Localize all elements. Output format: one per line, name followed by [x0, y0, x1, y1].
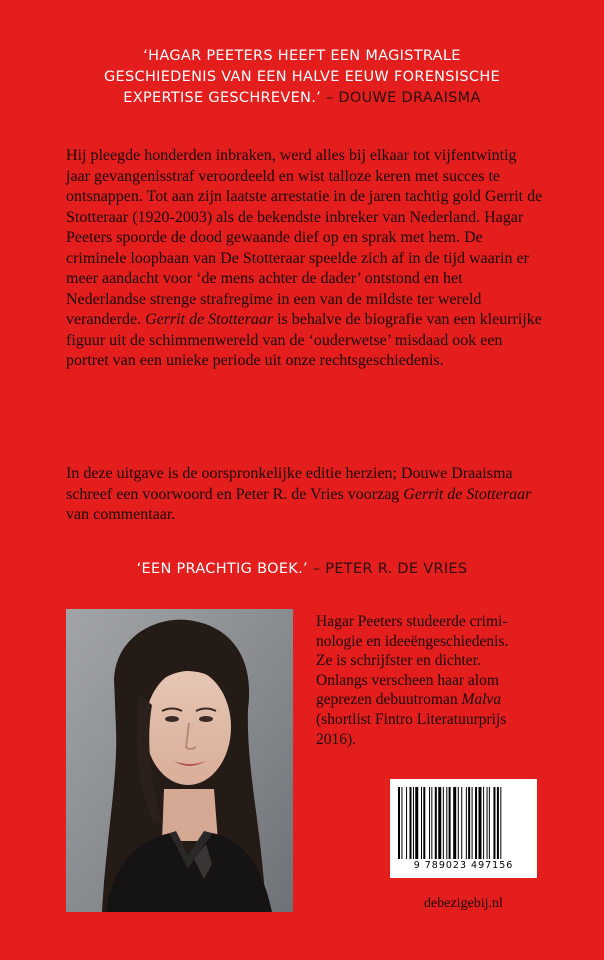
- top-quote-line-1: ‘HAGAR PEETERS HEEFT EEN MAGISTRALE: [143, 48, 461, 64]
- barcode-bar: [493, 787, 495, 859]
- top-quote-line-3: EXPERTISE GESCHREVEN.’: [123, 90, 322, 106]
- isbn-digits: 9 789023 497156: [413, 860, 514, 871]
- mid-quote: [0, 561, 604, 577]
- barcode-bar: [472, 787, 473, 859]
- author-photo: [66, 609, 293, 912]
- barcode-bar: [489, 787, 490, 859]
- blurb-p1-text-b: is behalve de biografie van een kleurrijke figuur uit de schimmenwereld van de ‘ouderwetse’ misdaad ook een portret van een unieke periode uit onze rechtsgeschiedenis.: [66, 311, 542, 369]
- mid-quote-text: ‘EEN PRACHTIG BOEK.’: [136, 561, 308, 577]
- bio-line-5: geprezen debuutroman: [316, 691, 458, 709]
- blurb-p2-text-b: van commentaar.: [66, 506, 176, 523]
- blurb-p1-text-a: Hij pleegde honderden inbraken, werd alles bij elkaar tot vijfentwintig jaar gevangenisstraf veroordeeld en wist talloze keren met succes te ontsnappen. Tot aan zijn laatste arrestatie in de jaren tachtig gold Gerrit de Stotteraar (1920-2003) als de bekendste inbreker van Nederland. Hagar Peeters spoorde de dood gewaande dief op en sprak met hem. De criminele loopbaan van De Stotteraar speelde zich af in de tijd waarin er meer aandacht voor ‘de mens achter de dader’ ontstond en het Nederlandse strenge strafregime in een van de mildste ter wereld veranderde.: [66, 147, 543, 328]
- barcode-bar: [423, 787, 425, 859]
- bio-line-3: Ze is schrijfster en dichter.: [316, 652, 481, 670]
- top-quote-line-2: GESCHIEDENIS VAN EEN HALVE EEUW FORENSISCHE: [104, 69, 500, 85]
- blurb-paragraph-2: [66, 464, 544, 526]
- bio-line-1: Hagar Peeters studeerde crimi-: [316, 613, 508, 630]
- barcode-bar: [468, 787, 470, 859]
- barcode-bar: [415, 787, 418, 859]
- barcode-bar: [483, 787, 484, 859]
- barcode-bar: [449, 787, 451, 859]
- blurb-p1-book-title: Gerrit de Stotteraar: [145, 311, 274, 328]
- bio-novel-title: Malva: [461, 691, 502, 709]
- barcode-bar: [446, 787, 447, 859]
- barcode-bar: [487, 787, 488, 859]
- barcode-bar: [438, 787, 441, 859]
- barcode-panel: [390, 779, 537, 878]
- barcode-bar: [443, 787, 444, 859]
- top-quote-source: – DOUWE DRAAISMA: [325, 90, 481, 106]
- barcode-bar: [429, 787, 430, 859]
- barcode-bar: [497, 787, 499, 859]
- barcode-bar: [453, 787, 456, 859]
- blurb-paragraph-1: [66, 146, 544, 372]
- barcode-bar: [475, 787, 477, 859]
- mid-quote-source: – PETER R. DE VRIES: [312, 561, 468, 577]
- barcode-bar: [458, 787, 459, 859]
- bio-line-6: (shortlist Fintro Literatuurprijs: [316, 710, 507, 728]
- top-quote: [40, 46, 564, 109]
- barcode-bar: [500, 787, 501, 859]
- barcode-bar: [421, 787, 422, 859]
- barcode-bar: [398, 787, 400, 859]
- barcode-bar: [466, 787, 467, 859]
- barcode-bar: [413, 787, 414, 859]
- bio-line-4: Onlangs verscheen haar alom: [316, 671, 499, 689]
- bio-line-2: nologie en ideeëngeschiedenis.: [316, 632, 509, 650]
- barcode-bar: [410, 787, 412, 859]
- barcode-bar: [431, 787, 432, 859]
- bio-line-7: 2016).: [316, 730, 357, 748]
- blurb-p2-book-title: Gerrit de Stotteraar: [403, 485, 532, 503]
- barcode-icon: [398, 787, 529, 859]
- barcode-bar: [435, 787, 437, 859]
- blurb-p2-text-a: In deze uitgave is de oorspronkelijke editie herzien; Douwe Draaisma schreef een voorwoord en Peter R. de Vries voorzag: [66, 465, 513, 503]
- author-bio: [316, 612, 544, 749]
- author-portrait-icon: [66, 609, 293, 912]
- barcode-bar: [406, 787, 407, 859]
- barcode-bar: [401, 787, 402, 859]
- barcode-bar: [479, 787, 482, 859]
- barcode-bar: [461, 787, 462, 859]
- publisher-url: debezigebij.nl: [424, 896, 503, 911]
